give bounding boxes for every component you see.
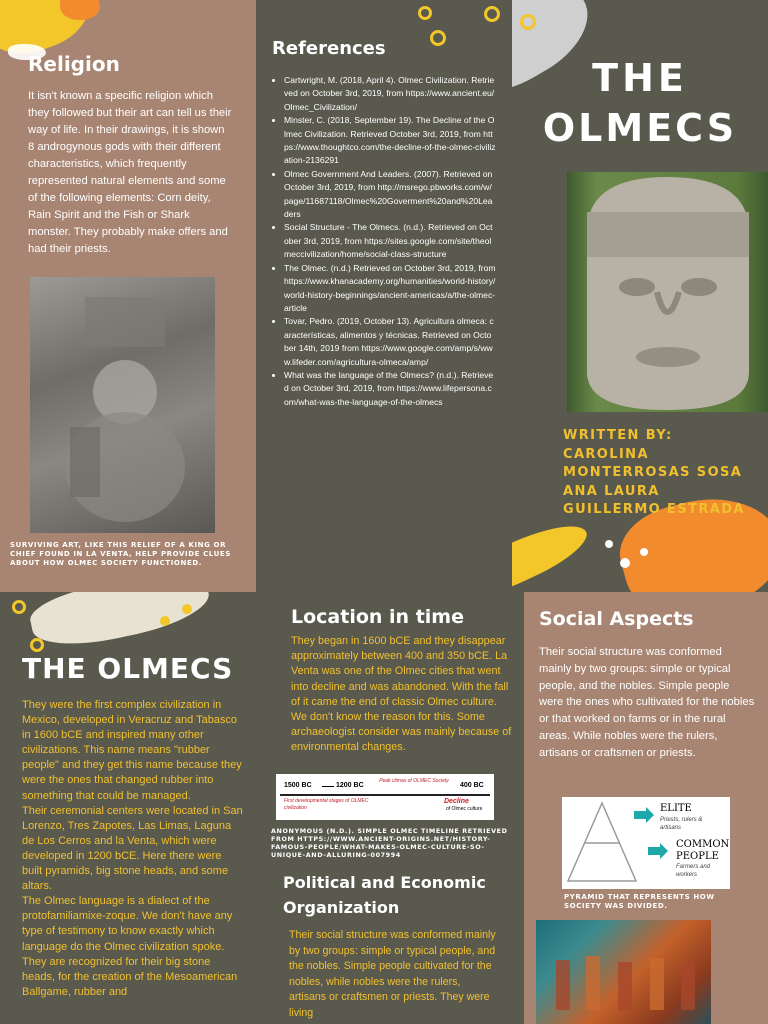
cover-title-line2: OLMECS xyxy=(542,106,738,150)
political-title: Political and Economic Organization xyxy=(283,873,486,917)
decorative-dot xyxy=(160,616,170,626)
location-title: Location in time xyxy=(291,606,464,628)
pyramid-common-2: PEOPLE xyxy=(676,851,719,862)
king-relief-image xyxy=(30,277,215,533)
decorative-ring xyxy=(12,600,26,614)
author-2: ANA LAURA GUILLERMO ESTRADA xyxy=(563,484,745,517)
timeline-divider xyxy=(322,786,334,787)
location-text: They began in 1600 bCE and they disappear approximately between 400 and 350 bCE. La Venta was one of the Olmec cities that went into decline and was abandoned. With the fall of it came the end of classic Olmec culture. We don't know the reason for this. Some archaeologist consider was mainly because of environmental changes. xyxy=(291,635,512,754)
author-1: CAROLINA MONTERROSAS SOSA xyxy=(563,447,743,480)
decorative-dot xyxy=(640,548,648,556)
olmecs-panel xyxy=(0,592,262,1024)
decorative-ring xyxy=(484,6,500,22)
pyramid-elite-sub: Priests, rulers & artisans xyxy=(660,817,703,831)
timeline-peak: Peak climax of OLMEC Society xyxy=(379,778,449,784)
decorative-ring xyxy=(30,638,44,652)
reference-item: • Social Structure - The Olmecs. (n.d.). Retrieved on October 3rd, 2019, from https://sites.google.com/site/theolmeccivilization/home/social-class-structure xyxy=(284,221,496,261)
timeline-decline-rest: of Olmec culture xyxy=(446,806,483,812)
decorative-dot xyxy=(620,558,630,568)
decorative-ring xyxy=(520,14,536,30)
decorative-dot xyxy=(182,604,192,614)
timeline-400: 400 BC xyxy=(460,782,484,789)
stone-head-icon xyxy=(567,172,768,412)
decorative-ring xyxy=(418,6,432,20)
decorative-ring xyxy=(430,30,446,46)
reference-item: • Cartwright, M. (2018, April 4). Olmec Civilization. Retrieved on October 3rd, 2019, from https://www.ancient.eu/Olmec_Civilization/ xyxy=(284,74,496,114)
mural-figures-icon xyxy=(536,920,711,1024)
olmec-timeline-image xyxy=(276,774,494,820)
reference-item: • Minster, C. (2018, September 19). The Decline of the Olmec Civilization. Retrieved October 3rd, 2019, from https://www.thoughtco.com/the-decline-of-the-olmec-civilization-2136291 xyxy=(284,114,496,168)
pyramid-elite: ELITE xyxy=(660,803,692,814)
timeline-axis xyxy=(280,794,490,796)
decorative-splash xyxy=(26,592,214,655)
reference-item: • What was the language of the Olmecs? (n.d.). Retrieved on October 3rd, 2019, from https://www.lifepersona.com/what-was-the-language-of-the-olmecs xyxy=(284,369,496,409)
religion-caption: SURVIVING ART, LIKE THIS RELIEF OF A KING OR CHIEF FOUND IN LA VENTA, HELP PROVIDE CLUES ABOUT HOW OLMEC SOCIETY FUNCTIONED. xyxy=(10,541,231,567)
olmecs-title: THE OLMECS xyxy=(22,652,234,685)
decorative-dot xyxy=(605,540,613,548)
reference-item: • Olmec Government And Leaders. (2007). Retrieved on October 3rd, 2019, from http://msrego.pbworks.com/w/page/11687118/Olmec%20Goverment%20and%20Leaders xyxy=(284,168,496,222)
olmec-head-image xyxy=(567,172,768,412)
social-text: Their social structure was conformed mainly by two groups: simple or typical people, and the nobles. Simple people were the ones who cultivated for the nobles or that worked on farms or in the rural areas. While nobles were the rulers, artisans or craftsmen or priests. xyxy=(539,646,755,759)
timeline-caption: ANONYMOUS (N.D.). SIMPLE OLMEC TIMELINE RETRIEVED FROM HTTPS://WWW.ANCIENT-ORIGINS.NET/HISTORY-FAMOUS-PEOPLE/WHAT-MAKES-OLMEC-CULTURE-SO-UNIQUE-AND-ALLURING-007994 xyxy=(271,827,508,859)
cover-panel xyxy=(512,0,768,592)
social-pyramid-image xyxy=(562,797,730,889)
reference-item: • The Olmec. (n.d.) Retrieved on October 3rd, 2019, from https://www.khanacademy.org/humanities/world-history/world-history-beginnings/ancient-americas/a/the-olmec-article xyxy=(284,262,496,316)
religion-title: Religion xyxy=(28,52,120,76)
reference-item: • Tovar, Pedro. (2019, October 13). Agricultura olmeca: características, alimentos y técnicas. Retrieved on October 14th, 2019 from https://www.google.com/amp/s/www.lifeder.com/agricultura-olmeca/amp/ xyxy=(284,315,496,369)
decorative-splash xyxy=(512,512,594,592)
references-title: References xyxy=(272,38,386,59)
olmecs-text: They were the first complex civilization in Mexico, developed in Veracruz and Tabasco in 1600 bCE and inspired many other civilizations. This name means "rubber people" and they get this name because they were the ones that changed rubber into something that could be managed. Their ceremonial centers were located in San Lorenzo, Tres Zapotes, Las Limas, Laguna de Los Cerros and la Venta, which were developed in 1200 bCE. Here there were built pyramids, big stone heads, and some altars. The Olmec language is a dialect of the protofamiliamixe-zoque. We don't have any type of testimony to know exactly which language do the Olmec civilization spoke. They are recognized for their big stone heads, for the creation of the Mesoamerican Ballgame, rubber and xyxy=(22,699,243,998)
political-text: Their social structure was conformed mainly by two groups: simple or typical people, and the nobles. Simple people cultivated for the nobles, while nobles were the rulers, artisans or craftsmen or priests. They were living xyxy=(289,929,496,1019)
timeline-1200: 1200 BC xyxy=(336,782,364,789)
pyramid-common-1: COMMON xyxy=(676,839,730,850)
decorative-splash xyxy=(60,0,100,20)
social-panel xyxy=(524,592,768,1024)
pyramid-caption: PYRAMID THAT REPRESENTS HOW SOCIETY WAS DIVIDED. xyxy=(564,893,715,910)
timeline-decline: Decline xyxy=(444,798,469,805)
social-title: Social Aspects xyxy=(539,608,694,630)
olmec-mural-image xyxy=(536,920,711,1024)
religion-text: It isn't known a specific religion which they followed but their art can tell us their way of life. In their drawings, it is shown 8 androgynous gods with their different characteristics, which frequently represented natural elements and some of the following elements: Corn deity, Rain Spirit and the Fish or Shark monster. They probably make offers and had their priests. xyxy=(28,90,232,255)
location-panel xyxy=(262,592,524,1024)
timeline-first-stage: First developmental stages of OLMEC civilization xyxy=(284,798,369,811)
references-list xyxy=(268,74,496,409)
cover-title-line1: THE xyxy=(592,56,688,100)
stone-relief-icon xyxy=(30,277,215,533)
pyramid-common-sub: Farmers and workers xyxy=(676,864,711,878)
timeline-1500: 1500 BC xyxy=(284,782,312,789)
written-by-label: WRITTEN BY: xyxy=(563,428,673,443)
religion-panel xyxy=(0,0,256,592)
